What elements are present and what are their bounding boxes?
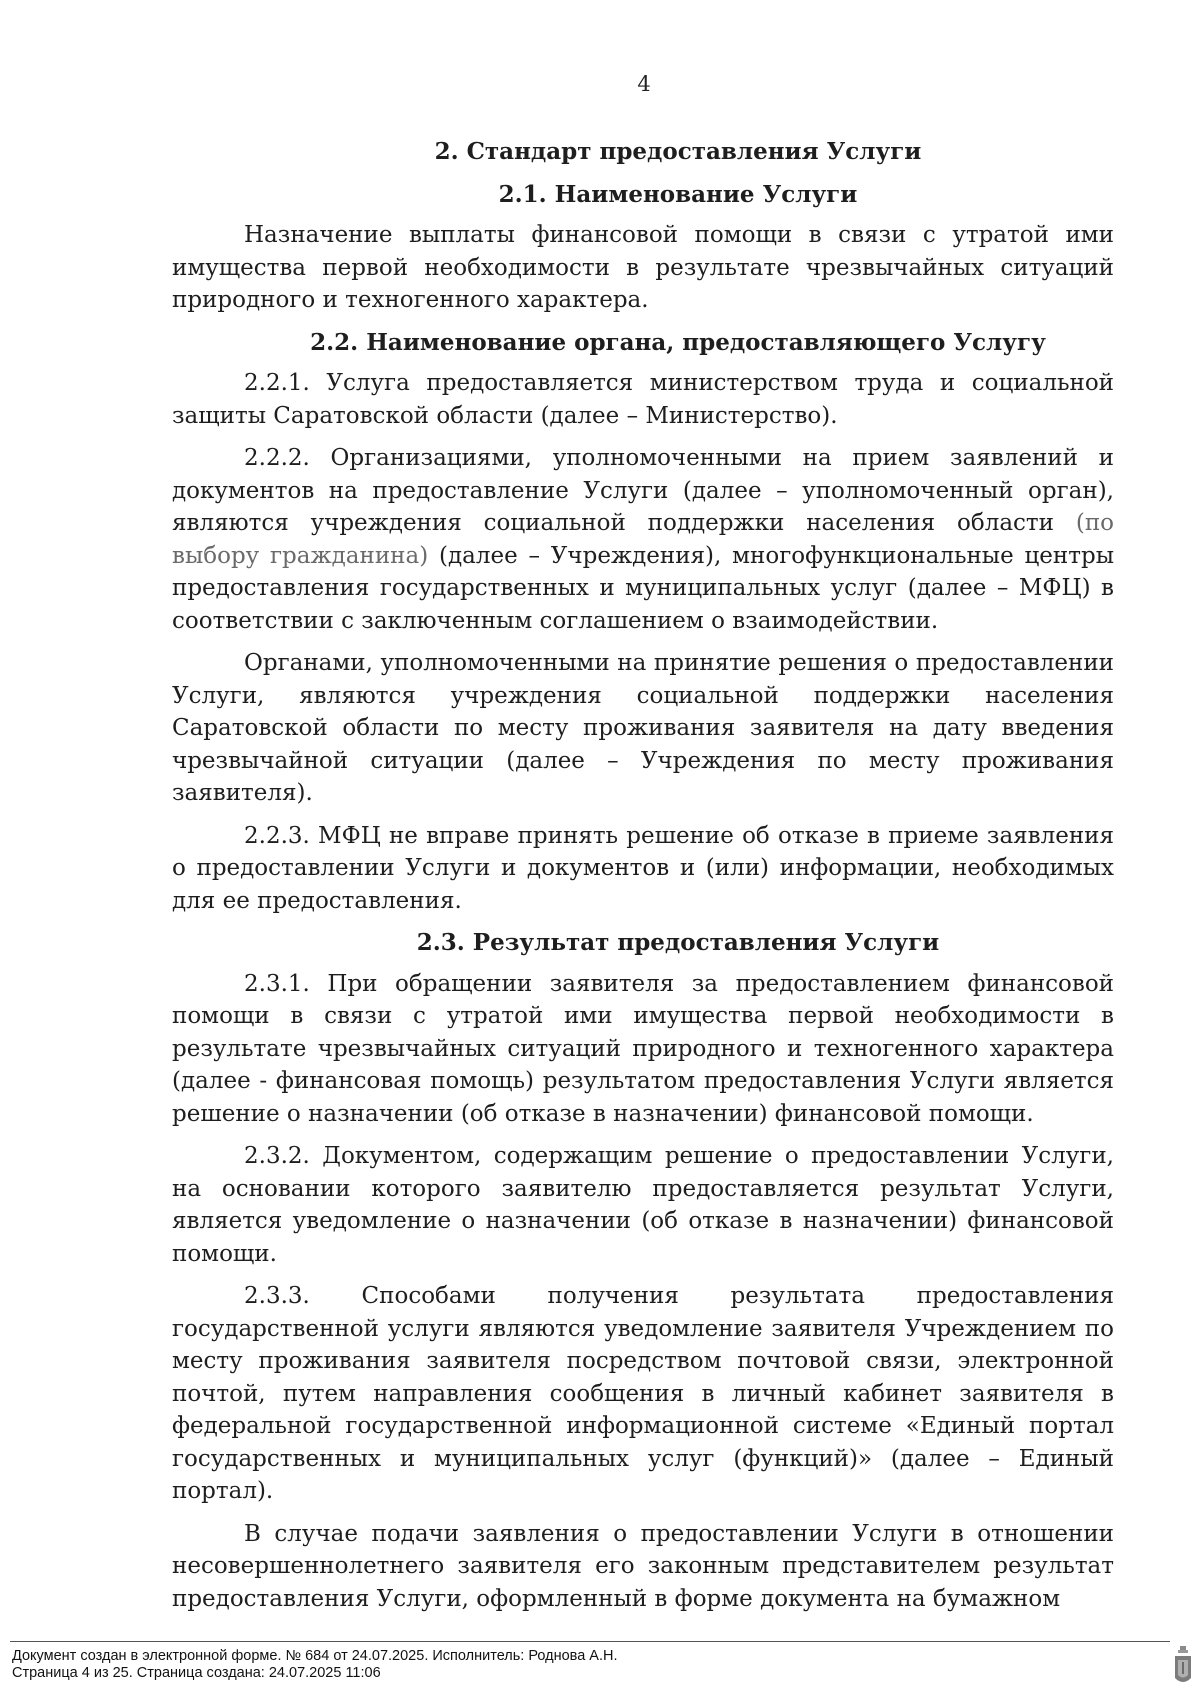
footer-divider <box>10 1641 1170 1642</box>
section-2-2-2-part-a: 2.2.2. Организациями, уполномоченными на прием заявлений и документов на предоставление Услуги (далее – уполномоченный орган), являются учреждения социальной поддержки населения области <box>172 445 1114 536</box>
section-2-3-3-text-2: В случае подачи заявления о предоставлении Услуги в отношении несовершеннолетнего заявителя его законным представителем результат предоставления Услуги, оформленный в форме документа на бумажном <box>172 1520 1114 1612</box>
section-2-2-2-text <box>172 442 1114 637</box>
section-2-2-2-part-b: (далее – Учреждения), многофункциональные центры предоставления государственных и муниципальных услуг (далее – МФЦ) в соответствии с заключенным соглашением о взаимодействии. <box>172 542 1114 634</box>
section-2-2-1-text: 2.2.1. Услуга предоставляется министерством труда и социальной защиты Саратовской области (далее – Министерство). <box>172 370 1114 429</box>
section-2-3-3-text: 2.3.3. Способами получения результата предоставления государственной услуги являются уведомление заявителя Учреждением по месту проживания заявителя посредством почтовой связи, электронной почтой, путем направления сообщения в личный кабинет заявителя в федеральной государственной информационной системе «Единый портал государственных и муниципальных услуг (функций)» (далее – Единый портал). <box>172 1283 1114 1504</box>
document-body <box>172 136 1114 1625</box>
section-2-3-title: 2.3. Результат предоставления Услуги <box>416 929 940 956</box>
page-number: 4 <box>637 72 651 96</box>
document-footer <box>12 1648 618 1682</box>
footer-line-1: Документ создан в электронной форме. № 684 от 24.07.2025. Исполнитель: Роднова А.Н. <box>12 1648 618 1664</box>
coat-of-arms-icon <box>1172 1644 1194 1690</box>
section-2-2-title: 2.2. Наименование органа, предоставляющего Услугу <box>310 328 1046 356</box>
section-2-2-2-text-2: Органами, уполномоченными на принятие решения о предоставлении Услуги, являются учреждения социальной поддержки населения Саратовской области по месту проживания заявителя на дату введения чрезвычайной ситуации (далее – Учреждения по месту проживания заявителя). <box>172 650 1114 806</box>
footer-line-2: Страница 4 из 25. Страница создана: 24.07.2025 11:06 <box>12 1665 381 1681</box>
section-2-title: 2. Стандарт предоставления Услуги <box>434 138 922 165</box>
section-2-3-2-text: 2.3.2. Документом, содержащим решение о предоставлении Услуги, на основании которого заявителю предоставляется результат Услуги, является уведомление о назначении (об отказе в назначении) финансовой помощи. <box>172 1143 1114 1267</box>
section-2-2-3-text: 2.2.3. МФЦ не вправе принять решение об отказе в приеме заявления о предоставлении Услуги и документов и (или) информации, необходимых для ее предоставления. <box>172 822 1114 914</box>
section-2-2-2-gray-note: (по выбору гражданина) <box>172 510 1114 569</box>
section-2-3-1-text: 2.3.1. При обращении заявителя за предоставлением финансовой помощи в связи с утратой ими имущества первой необходимости в результате чрезвычайных ситуаций природного и техногенного характера (далее - финансовая помощь) результатом предоставления Услуги является решение о назначении (об отказе в назначении) финансовой помощи. <box>172 970 1114 1127</box>
section-2-1-title: 2.1. Наименование Услуги <box>498 180 858 208</box>
section-2-1-text: Назначение выплаты финансовой помощи в связи с утратой ими имущества первой необходимости в результате чрезвычайных ситуаций природного и техногенного характера. <box>172 222 1114 313</box>
